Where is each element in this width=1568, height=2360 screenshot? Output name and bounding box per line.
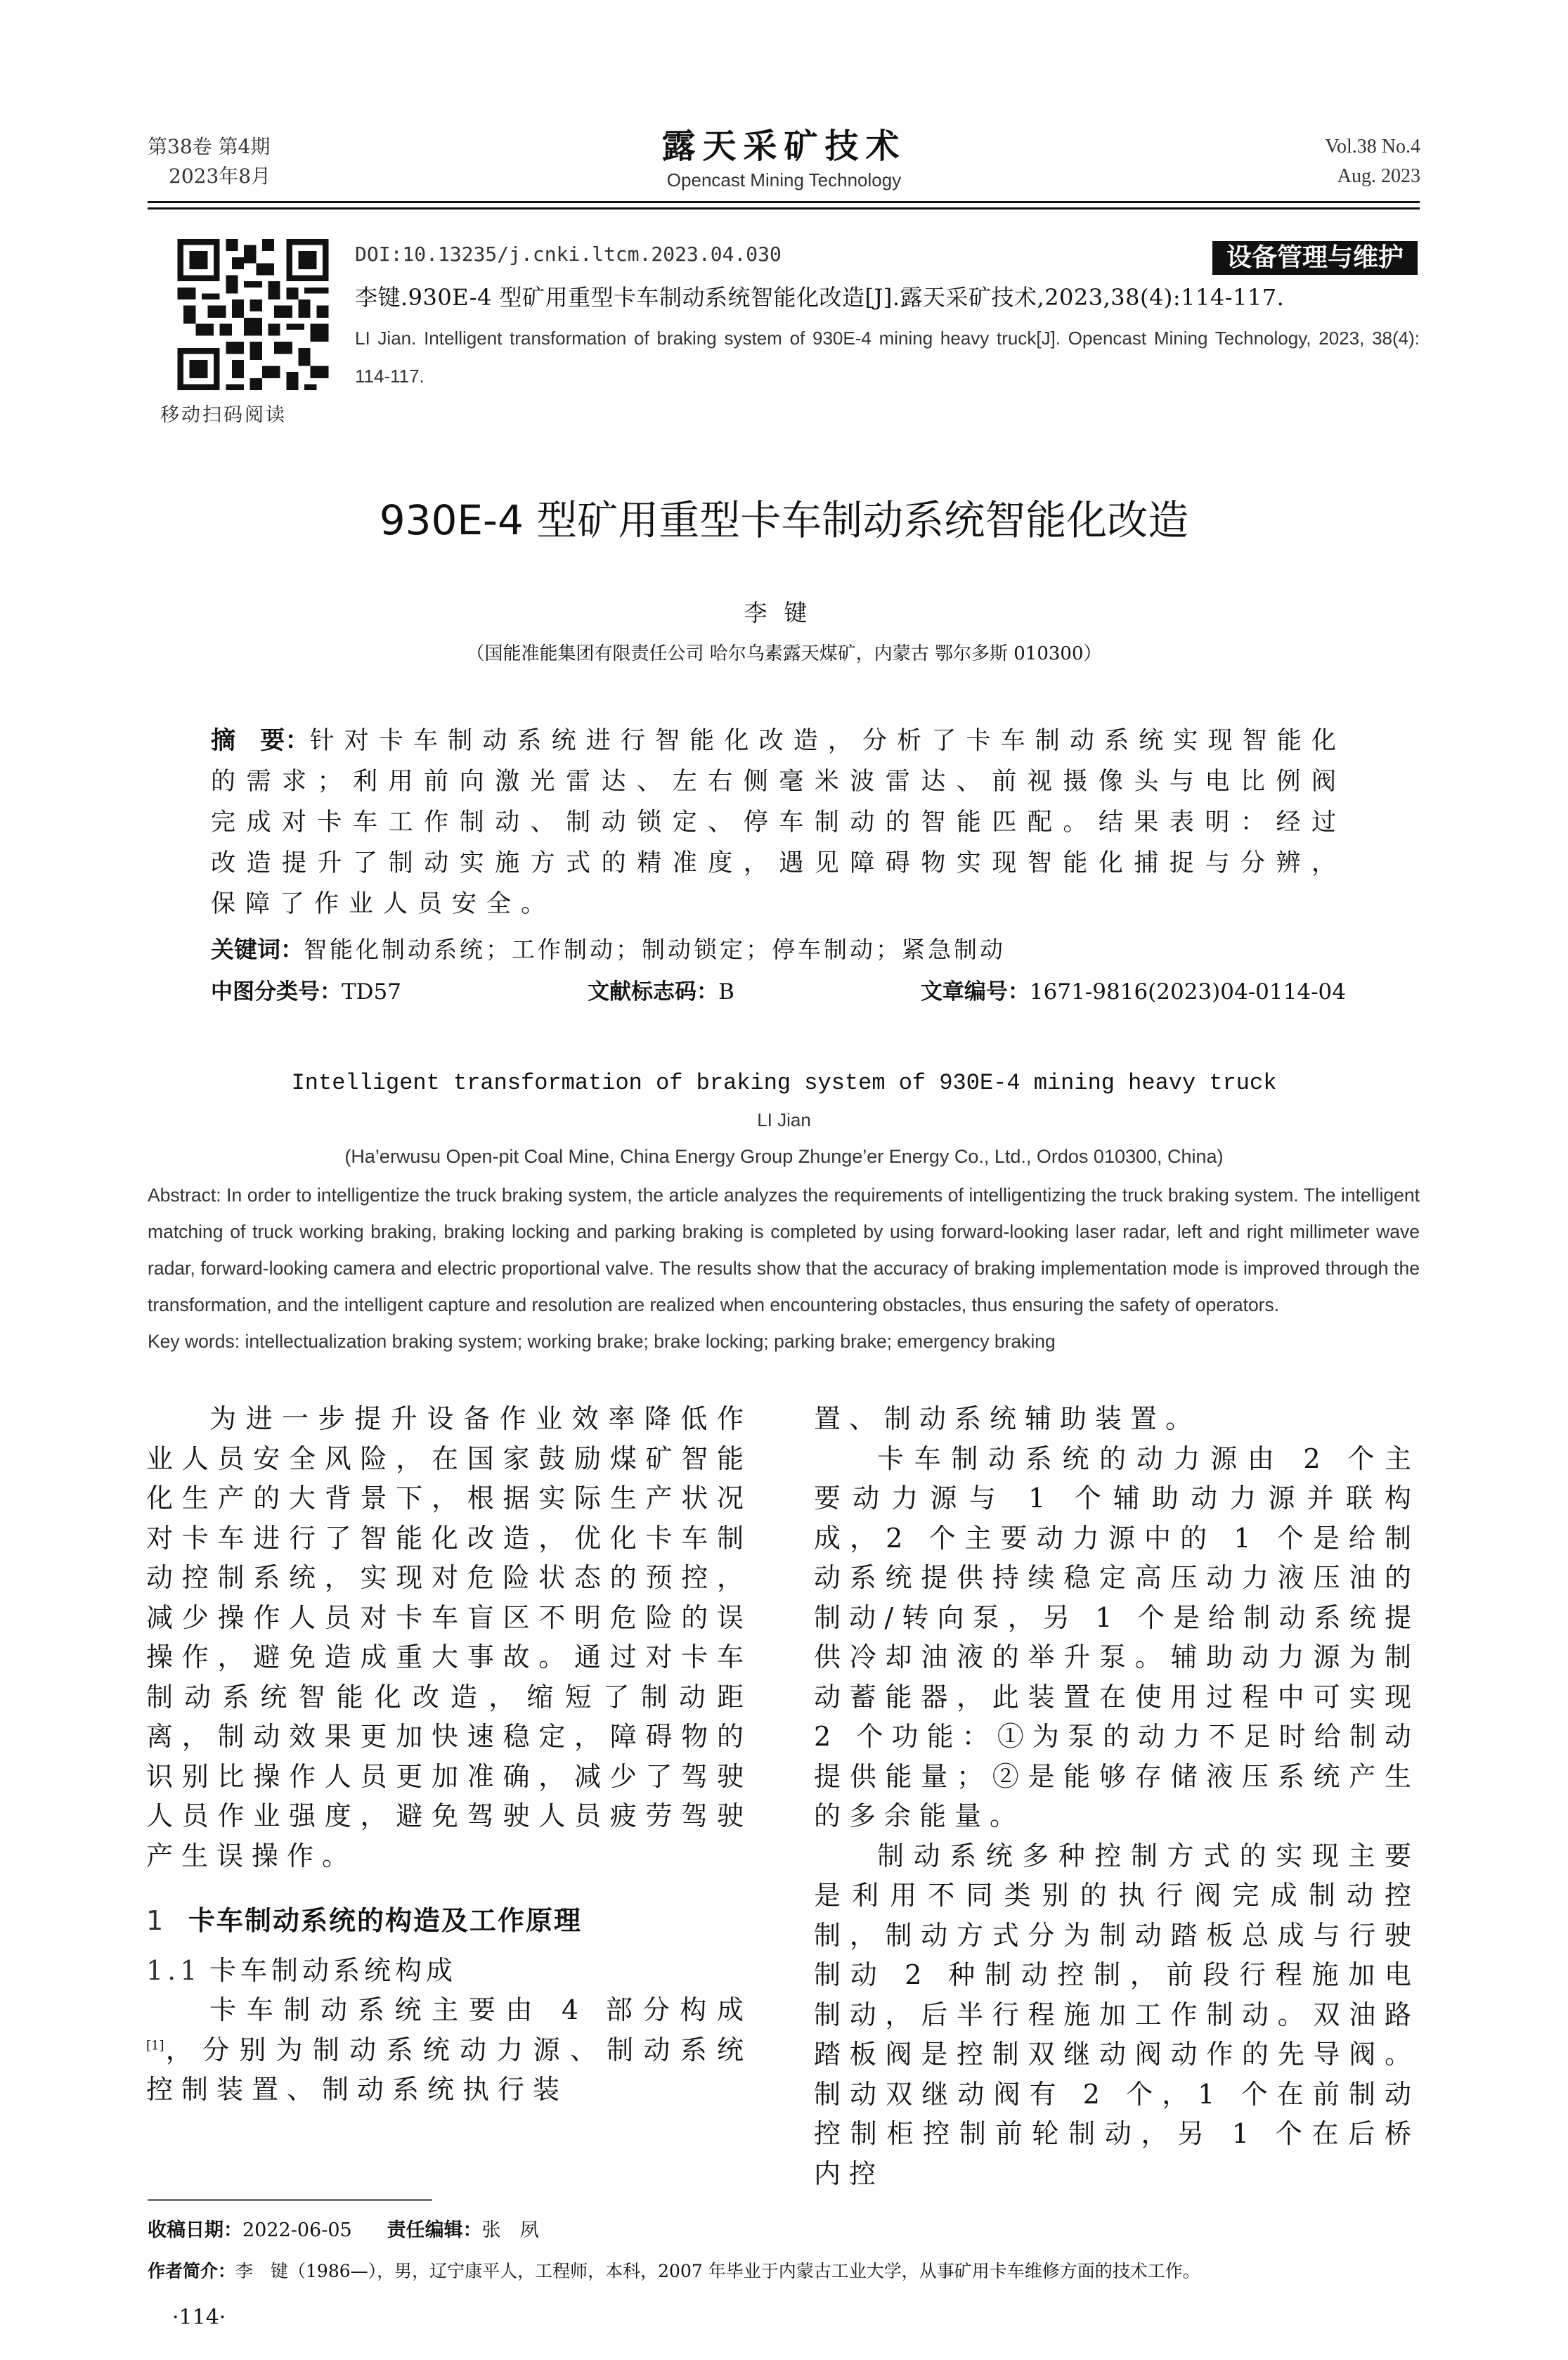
journal-title-cn: 露天采矿技术 <box>661 127 907 166</box>
volume-issue: 第38卷 第4期 <box>148 135 271 158</box>
received-label: 收稿日期： <box>148 2219 242 2241</box>
paragraph: 卡车制动系统的动力源由 2 个主要动力源与 1 个辅助动力源并联构成，2 个主要动力源中的 1 个是给制动系统提供持续稳定高压动力液压油的制动/转向泵，另 1 个是给制动系统提供冷却油液的举升泵。辅助动力源为制动蓄能器，此装置在使用过程中可实现 2 个功能：①为泵的动力不足时给制动提供能量；②是能够存储液压系统产生的多余能量。 <box>814 1443 1420 1831</box>
qr-label: 移动扫码阅读 <box>160 404 287 426</box>
clc-label: 中图分类号： <box>211 979 342 1005</box>
article-no-label: 文章编号： <box>920 979 1030 1005</box>
abstract-en-text: In order to intelligentize the truck braking system, the article analyzes the requirements of intelligentizing the truck braking system. The intelligent matching of truck working braking, braking locking and parking braking is completed by using forward-looking laser radar, left and right millimeter wave radar, forward-looking camera and electric proportional valve. The results show that the accuracy of braking implementation mode is improved through the transformation, and the intelligent capture and resolution are realized when encountering obstacles, thus ensuring the safety of operators. <box>148 1185 1420 1315</box>
article-flow <box>0 496 1568 2360</box>
article-title: 930E-4 型矿用重型卡车制动系统智能化改造 <box>379 496 1189 544</box>
footnote-rule <box>148 2199 432 2201</box>
keywords-cn <box>211 932 1346 967</box>
english-affiliation: (Ha’erwusu Open-pit Coal Mine, China Energy Group Zhunge’er Energy Co., Ltd., Ordos 010300, China) <box>344 1146 1224 1167</box>
article-author: 李键 <box>744 599 824 626</box>
english-title: Intelligent transformation of braking system of 930E-4 mining heavy truck <box>291 1070 1277 1096</box>
received-date: 2022-06-05 <box>242 2219 352 2241</box>
section-heading-1 <box>146 1901 752 1941</box>
body-columns <box>146 1399 1420 2193</box>
keywords-label: 关键词： <box>211 936 304 963</box>
editor-label: 责任编辑： <box>387 2219 482 2241</box>
citation-block <box>355 240 1420 395</box>
issue-info <box>148 132 271 191</box>
page-number: ·114· <box>172 2305 226 2330</box>
abstract-label: 摘 要： <box>211 727 310 755</box>
issue-info-en <box>1325 132 1420 191</box>
subsection-number: 1.1 <box>146 1954 202 1986</box>
article-number <box>921 976 1346 1008</box>
date-en: Aug. 2023 <box>1337 165 1420 187</box>
citation-cn: 李键.930E-4 型矿用重型卡车制动系统智能化改造[J].露天采矿技术,2023,38(4):114-117. <box>355 284 1285 311</box>
paragraph-continuation: 置、制动系统辅助装置。 <box>814 1403 1201 1434</box>
keywords-en <box>148 1323 1420 1360</box>
paragraph: 制动系统多种控制方式的实现主要是利用不同类别的执行阀完成制动控制，制动方式分为制动踏板总成与行驶制动 2 种制动控制，前段行程施加电制动，后半行程施加工作制动。双油路踏板阀是控制双继动阀动作的先导阀。制动双继动阀有 2 个，1 个在前制动控制柜控制前轮制动，另 1 个在后桥内控 <box>814 1840 1420 2189</box>
body-column-left <box>146 1399 752 2110</box>
clc-value: TD57 <box>342 979 401 1005</box>
abstract-text: 针对卡车制动系统进行智能化改造，分析了卡车制动系统实现智能化的需求；利用前向激光雷达、左右侧毫米波雷达、前视摄像头与电比例阀完成对卡车工作制动、制动锁定、停车制动的智能匹配。结果表明：经过改造提升了制动实施方式的精准度，遇见障碍物实现智能化捕捉与分辨，保障了作业人员安全。 <box>211 727 1346 918</box>
bio-label: 作者简介： <box>148 2261 236 2281</box>
journal-title-en: Opencast Mining Technology <box>666 169 902 191</box>
subsection-title: 卡车制动系统构成 <box>209 1954 458 1986</box>
paragraph-text: ，分别为制动系统动力源、制动系统控制装置、制动系统执行装 <box>146 2034 752 2105</box>
keywords-text: 智能化制动系统；工作制动；制动锁定；停车制动；紧急制动 <box>304 936 1006 963</box>
citation-en: LI Jian. Intelligent transformation of braking system of 930E-4 mining heavy truck[J]. Opencast Mining Technology, 2023, 38(4): 114-117. <box>355 328 1420 387</box>
article-affiliation: （国能准能集团有限责任公司 哈尔乌素露天煤矿，内蒙古 鄂尔多斯 010300） <box>466 643 1102 664</box>
header-rule-bottom <box>148 207 1420 209</box>
section-number: 1 <box>146 1905 165 1936</box>
doc-code-label: 文献标志码： <box>588 979 719 1005</box>
body-column-right <box>814 1399 1420 2193</box>
bio-text: 李 键（1986—），男，辽宁康平人，工程师，本科，2007 年毕业于内蒙古工业大学，从事矿用卡车维修方面的技术工作。 <box>235 2261 1200 2281</box>
paragraph-text: 卡车制动系统主要由 4 部分构成 <box>209 1994 752 2025</box>
abstract-cn <box>211 721 1346 924</box>
article-no-value: 1671-9816(2023)04-0114-04 <box>1029 979 1346 1005</box>
reference-marker[interactable]: [1] <box>146 2037 164 2053</box>
abstract-en <box>148 1177 1420 1323</box>
english-author: LI Jian <box>757 1109 811 1130</box>
section-badge: 设备管理与维护 <box>1212 241 1418 275</box>
document-code <box>588 976 734 1008</box>
paragraph <box>146 1990 752 2110</box>
editor-name: 张 夙 <box>481 2219 539 2241</box>
received-editor-line <box>148 2217 1420 2245</box>
author-bio <box>148 2257 1420 2285</box>
journal-masthead <box>394 125 1174 193</box>
subsection-heading-1-1 <box>146 1951 752 1991</box>
intro-paragraph: 为进一步提升设备作业效率降低作业人员安全风险，在国家鼓励煤矿智能化生产的大背景下，根据实际生产状况对卡车进行了智能化改造，优化卡车制动控制系统，实现对危险状态的预控，减少操作人员对卡车盲区不明危险的误操作，避免造成重大事故。通过对卡车制动系统智能化改造，缩短了制动距离，制动效果更加快速稳定，障碍物的识别比操作人员更加准确，减少了驾驶人员作业强度，避免驾驶人员疲劳驾驶产生误操作。 <box>146 1403 752 1871</box>
doi[interactable]: DOI:10.13235/j.cnki.ltcm.2023.04.030 <box>355 243 782 266</box>
issue-date: 2023年8月 <box>169 165 271 188</box>
doc-code-value: B <box>718 979 734 1005</box>
qr-code-icon[interactable] <box>176 239 330 390</box>
section-title: 卡车制动系统的构造及工作原理 <box>188 1905 583 1936</box>
clc-number <box>211 976 401 1008</box>
keywords-en-text: intellectualization braking system; working brake; brake locking; parking brake; emergency braking <box>245 1331 1056 1352</box>
header-rule-top <box>148 201 1420 203</box>
keywords-en-label: Key words: <box>148 1331 240 1352</box>
classification-row <box>211 976 1346 1008</box>
vol-no-en: Vol.38 No.4 <box>1325 136 1420 157</box>
abstract-en-label: Abstract: <box>148 1185 221 1206</box>
